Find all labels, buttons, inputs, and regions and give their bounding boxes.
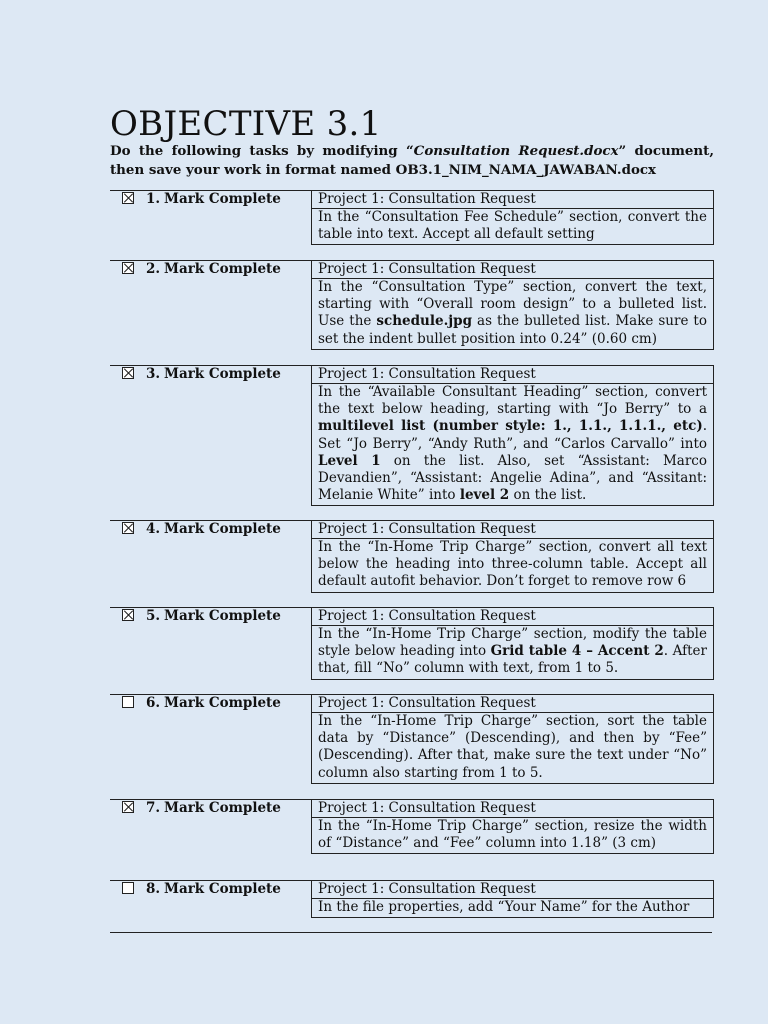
mark-complete-checkbox[interactable]: [122, 192, 134, 204]
desc-text: In the “In-Home Trip Charge” section, sort the table data by “Distance” (Descending), and then by “Fee” (Descending). After that, make sure the text under “No” column also starting from 1 to 5.: [318, 713, 707, 781]
task-description: [312, 209, 713, 244]
desc-bold-text: Level 1: [318, 452, 381, 469]
task-detail-cell: [311, 520, 714, 593]
task-detail-cell: [311, 607, 714, 680]
project-title: Project 1: Consultation Request: [312, 521, 713, 539]
instructions-text-1: Do the following tasks by modifying “: [110, 143, 414, 159]
bottom-divider: [110, 932, 712, 933]
desc-bold-text: Grid table 4 – Accent 2: [490, 643, 664, 660]
mark-complete-checkbox[interactable]: [122, 801, 134, 813]
task-row: [110, 607, 714, 677]
task-description: [312, 899, 713, 917]
task-number: 1.: [146, 191, 161, 207]
mark-complete-label: Mark Complete: [164, 881, 281, 897]
mark-complete-label: Mark Complete: [164, 261, 281, 277]
task-row: [110, 260, 714, 347]
project-title: Project 1: Consultation Request: [312, 608, 713, 626]
project-title: Project 1: Consultation Request: [312, 881, 713, 899]
task-row: [110, 799, 714, 852]
task-number: 2.: [146, 261, 161, 277]
desc-text: on the list. Also, set “Assistant: Marco Devandien”, “Assistant: Angelie Adina”, and “Assitant: Melanie White” into: [318, 452, 707, 504]
desc-text: . Set “Jo Berry”, “Andy Ruth”, and “Carlos Carvallo” into: [318, 418, 707, 452]
desc-bold-text: multilevel list (number style: 1., 1.1., 1.1.1., etc): [318, 418, 703, 435]
desc-bold-text: level 2: [459, 487, 510, 504]
mark-complete-checkbox[interactable]: [122, 609, 134, 621]
mark-complete-checkbox[interactable]: [122, 882, 134, 894]
task-description: [312, 384, 713, 505]
task-description: [312, 626, 713, 679]
mark-complete-label: Mark Complete: [164, 800, 281, 816]
task-description: [312, 279, 713, 349]
desc-text: In the “Consultation Type” section, convert the text, starting with “Overall room design” to a bulleted list. Use the: [318, 279, 707, 330]
task-detail-cell: [311, 190, 714, 245]
desc-text: In the “Consultation Fee Schedule” section, convert the table into text. Accept all default setting: [318, 209, 707, 243]
task-detail-cell: [311, 694, 714, 784]
mark-complete-label: Mark Complete: [164, 366, 281, 382]
task-row: [110, 880, 714, 915]
mark-complete-checkbox[interactable]: [122, 522, 134, 534]
desc-text: In the “Available Consultant Heading” section, convert the text below heading, starting with “Jo Berry” to a: [318, 384, 707, 418]
task-number: 7.: [146, 800, 161, 816]
project-title: Project 1: Consultation Request: [312, 261, 713, 279]
task-row: [110, 190, 714, 243]
task-number: 8.: [146, 881, 161, 897]
mark-complete-label: Mark Complete: [164, 191, 281, 207]
task-number: 4.: [146, 521, 161, 537]
mark-complete-label: Mark Complete: [164, 608, 281, 624]
desc-text: as the bulleted list. Make sure to set the indent bullet position into 0.24” (0.60 cm): [318, 313, 707, 347]
mark-complete-label: Mark Complete: [164, 695, 281, 711]
mark-complete-checkbox[interactable]: [122, 367, 134, 379]
desc-bold-text: schedule.jpg: [376, 313, 473, 330]
task-detail-cell: [311, 260, 714, 350]
task-detail-cell: [311, 880, 714, 918]
task-row: [110, 520, 714, 590]
task-row: [110, 365, 714, 504]
page-title: OBJECTIVE 3.1: [110, 104, 382, 144]
task-description: [312, 818, 713, 853]
desc-text: In the file properties, add “Your Name” for the Author: [318, 899, 690, 915]
project-title: Project 1: Consultation Request: [312, 695, 713, 713]
task-row: [110, 694, 714, 781]
project-title: Project 1: Consultation Request: [312, 800, 713, 818]
project-title: Project 1: Consultation Request: [312, 191, 713, 209]
task-description: [312, 539, 713, 592]
task-number: 6.: [146, 695, 161, 711]
desc-text: In the “In-Home Trip Charge” section, resize the width of “Distance” and “Fee” column into 1.18” (3 cm): [318, 818, 707, 852]
desc-text: In the “In-Home Trip Charge” section, convert all text below the heading into three-column table. Accept all default autofit behavior. Don’t forget to remove row 6: [318, 539, 707, 590]
task-number: 3.: [146, 366, 161, 382]
mark-complete-checkbox[interactable]: [122, 696, 134, 708]
task-number: 5.: [146, 608, 161, 624]
desc-text: on the list.: [509, 487, 587, 504]
desc-text: . After that, fill “No” column with text, from 1 to 5.: [318, 643, 707, 677]
mark-complete-label: Mark Complete: [164, 521, 281, 537]
task-detail-cell: [311, 799, 714, 854]
task-description: [312, 713, 713, 783]
instructions-doc-name: Consultation Request.docx: [413, 143, 619, 159]
mark-complete-checkbox[interactable]: [122, 262, 134, 274]
instructions: [110, 142, 714, 180]
instructions-text-2: ” document, then save your work in format named OB3.1_NIM_NAMA_JAWABAN.docx: [110, 143, 714, 178]
task-detail-cell: [311, 365, 714, 506]
desc-text: In the “In-Home Trip Charge” section, modify the table style below heading into: [318, 626, 707, 660]
project-title: Project 1: Consultation Request: [312, 366, 713, 384]
